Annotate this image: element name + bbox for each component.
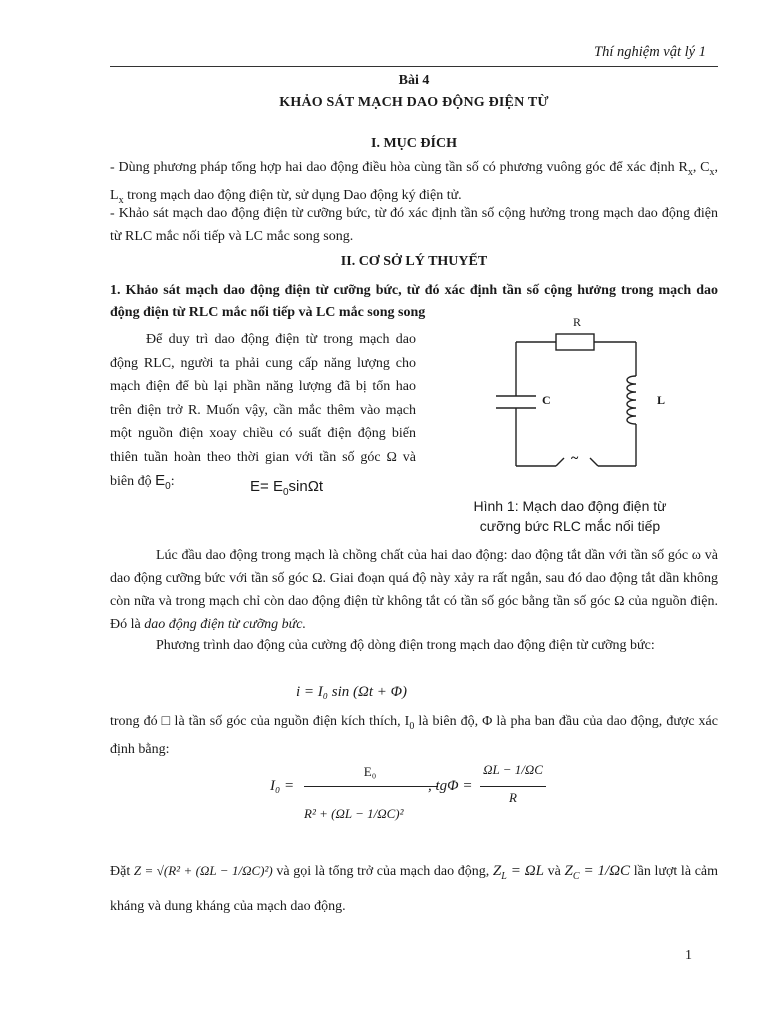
impedance-paragraph: Đặt Z = √(R² + (ΩL − 1/ΩC)²) và gọi là tổng trở của mạch dao động, $Z_L = \Omega L$ và $Z_C = 1/\Omega C$ lần lượt là cảm kháng và dung kháng của mạch dao động. — [110, 863, 719, 914]
inductive-reactance: $Z_L = \Omega L$ — [492, 863, 544, 882]
where-paragraph: trong đó □ là tần số góc của nguồn điện kích thích, $I_0$ là biên độ, Φ là pha ban đầu của dao động, được xác định bằng: — [110, 714, 718, 757]
page-number: 1 — [685, 948, 692, 963]
section-heading-theory: II. CƠ SỞ LÝ THUYẾT — [340, 254, 488, 269]
subsection-heading: 1. Khảo sát mạch dao động điện từ cưỡng bức, từ đó xác định tần số cộng hưởng trong mạch dao động điện từ RLC mắc nối tiếp và LC mắc song song — [110, 283, 718, 320]
current-equation-intro: Phương trình dao động của cường độ dòng điện trong mạch dao động điện từ cưỡng bức: — [156, 638, 655, 653]
resistor-symbol — [556, 334, 594, 350]
intro-paragraph: Để duy trì dao động điện từ trong mạch dao động RLC, người ta phải cung cấp năng lượng cho mạch điện để bù lại phần năng lượng đã bị tổn hao trên điện trở R. Muốn vậy, cần mắc thêm vào mạch một nguồn điện xoay chiều có suất điện động biến thiên tuần hoàn theo thời gian với tần số góc Ω và biên độ $E_0$: — [110, 332, 416, 492]
damped-oscillation-paragraph: Lúc đầu dao động trong mạch là chồng chất của hai dao động: dao động tắt dần với tần số góc ω và dao động cưỡng bức với tần số góc Ω. Giai đoạn quá độ này xảy ra rất ngắn, sau đó dao động tắt dần không còn nữa và trong mạch chỉ còn dao động điện từ không tắt có tần số góc bằng tần số góc Ω của nguồn điện. Đó là dao động điện từ cưỡng bức. — [110, 548, 718, 632]
source-terminal-right — [590, 458, 598, 466]
label-capacitor: C — [542, 393, 551, 407]
lesson-title: KHẢO SÁT MẠCH DAO ĐỘNG ĐIỆN TỪ — [279, 95, 549, 110]
label-resistor: R — [573, 315, 582, 329]
phase-formula-numerator: ΩL − 1/ΩC — [483, 762, 543, 777]
phase-formula-denominator: R — [509, 790, 517, 805]
current-equation: i = I₀ sin (Ωt + Φ) — [296, 684, 408, 700]
label-inductor: L — [657, 393, 666, 407]
lesson-number: Bài 4 — [398, 73, 430, 88]
rlc-circuit-diagram — [490, 316, 670, 476]
inductor-coil — [627, 376, 636, 424]
emf-formula: $E= E_0\sin\Omega t$ — [250, 478, 324, 498]
phase-formula-lhs: , tgΦ = — [428, 778, 473, 794]
capacitive-reactance: $Z_C = 1/\Omega C$ — [564, 863, 631, 882]
label-ac-source: ~ — [571, 451, 579, 466]
purpose-paragraph-2: - Khảo sát mạch dao động điện từ cưỡng bức, từ đó xác định tần số cộng hưởng trong mạch dao động điện từ RLC mắc nối tiếp và LC mắc song song. — [110, 206, 718, 244]
amplitude-fraction-bar — [304, 786, 438, 787]
emf-amplitude: $E_0$ — [155, 472, 171, 492]
phase-fraction-bar — [480, 786, 546, 787]
figure-caption: Hình 1: Mạch dao động điện từ cưỡng bức RLC mắc nối tiếp — [473, 498, 667, 534]
impedance-formula: Z = √(R² + (ΩL − 1/ΩC)²) — [133, 863, 273, 878]
omega-symbol: Ω — [386, 449, 397, 465]
amplitude-formula-denominator: R² + (ΩL − 1/ΩC)² — [304, 806, 404, 821]
amplitude-formula-numerator: E₀ — [363, 764, 377, 779]
amplitude-formula-lhs: I₀ = — [270, 778, 295, 794]
source-terminal-left — [556, 458, 564, 466]
header-rule — [110, 66, 718, 67]
section-heading-purpose: I. MỤC ĐÍCH — [371, 136, 457, 151]
running-header: Thí nghiệm vật lý 1 — [594, 44, 706, 60]
purpose-paragraph-1: - Dùng phương pháp tổng hợp hai dao động điều hòa cùng tần số có phương vuông góc để xác định $R_x$, $C_x$, $L_x$ trong mạch dao động điện từ, sử dụng Dao động ký điện tử. — [110, 160, 718, 206]
